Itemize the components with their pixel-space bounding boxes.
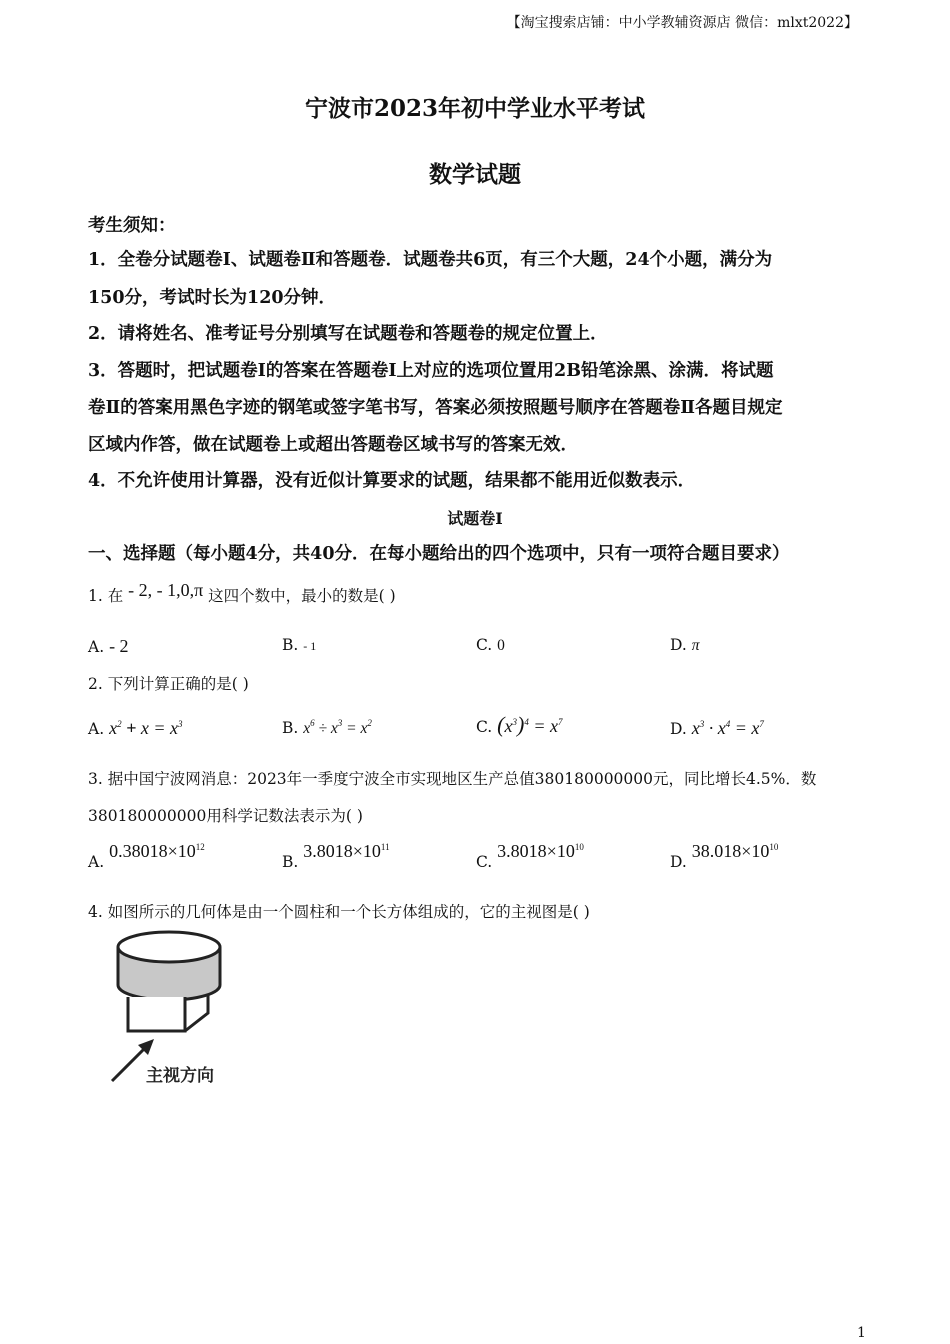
notice-line: 150分，考试时长为120分钟． [88,288,337,308]
header-note: 【淘宝搜索店铺：中小学教辅资源店 微信：mlxt2022】 [506,15,858,31]
q2-option-d[interactable]: D. $x^3 \cdot x^4 = x^7$ [670,718,764,738]
q1-option-a[interactable]: A. - 2 [88,636,129,656]
question-4: 4. 如图所示的几何体是由一个圆柱和一个长方体组成的，它的主视图是( ) [88,903,590,921]
page-title: 宁波市2023年初中学业水平考试 [304,95,645,122]
page-number: 1 [857,1325,866,1341]
question-3-line2: 380180000000用科学记数法表示为( ) [88,807,363,825]
q3-option-d[interactable]: D. $38.018\times 10^{10}$ [670,841,779,871]
question-2: 2. 下列计算正确的是( ) [88,675,249,693]
notice-line: 3．答题时，把试题卷Ⅰ的答案在答题卷Ⅰ上对应的选项位置用2B铅笔涂黑、涂满．将试题 [88,361,774,381]
notice-heading: 考生须知： [88,216,176,236]
q3-option-a[interactable]: A. $0.38018\times 10^{12}$ [88,841,205,871]
q1-prefix: 1. 在 [88,587,124,605]
cuboid-front [128,997,185,1031]
notice-line: 卷Ⅱ的答案用黑色字迹的钢笔或签字笔书写，答案必须按照题号顺序在答题卷Ⅱ各题目规定 [88,398,783,418]
notice-line: 2．请将姓名、准考证号分别填写在试题卷和答题卷的规定位置上． [88,324,608,344]
part-heading: 一、选择题（每小题4分，共40分．在每小题给出的四个选项中，只有一项符合题目要求） [88,544,790,564]
q3-option-c[interactable]: C. $3.8018\times 10^{10}$ [476,841,584,871]
page-subtitle: 数学试题 [429,161,521,188]
q1-suffix: 这四个数中，最小的数是( ) [208,587,396,605]
view-arrow [112,1045,148,1081]
q1-option-b[interactable]: B. - 1 [282,636,317,654]
section-title: 试题卷Ⅰ [447,509,503,528]
figure-label: 主视方向 [146,1066,214,1086]
q1-option-d[interactable]: D. π [670,636,700,654]
q2-option-b[interactable]: B. $x^6 \div x^3 = x^2$ [282,718,372,737]
q2-option-c[interactable]: C. $(x^3)^4 = x^7$ [476,712,563,737]
q1-numbers: - 2, - 1,0,π [128,580,204,600]
notice-line: 4．不允许使用计算器，没有近似计算要求的试题，结果都不能用近似数表示． [88,471,696,491]
cylinder-top [118,932,220,962]
q2-option-a[interactable]: A. $x^2 + x = x^3$ [88,718,183,738]
notice-line: 区域内作答，做在试题卷上或超出答题卷区域书写的答案无效． [88,435,578,455]
q1-option-c[interactable]: C. 0 [476,636,505,654]
geometry-figure [100,925,250,1095]
notice-line: 1．全卷分试题卷Ⅰ、试题卷Ⅱ和答题卷．试题卷共6页，有三个大题，24个小题，满分为 [88,250,773,270]
question-1 [88,580,396,606]
q3-option-b[interactable]: B. $3.8018\times 10^{11}$ [282,841,390,871]
question-3-line1: 3. 据中国宁波网消息：2023年一季度宁波全市实现地区生产总值380180000000元，同比增长4.5%．数 [88,770,817,788]
